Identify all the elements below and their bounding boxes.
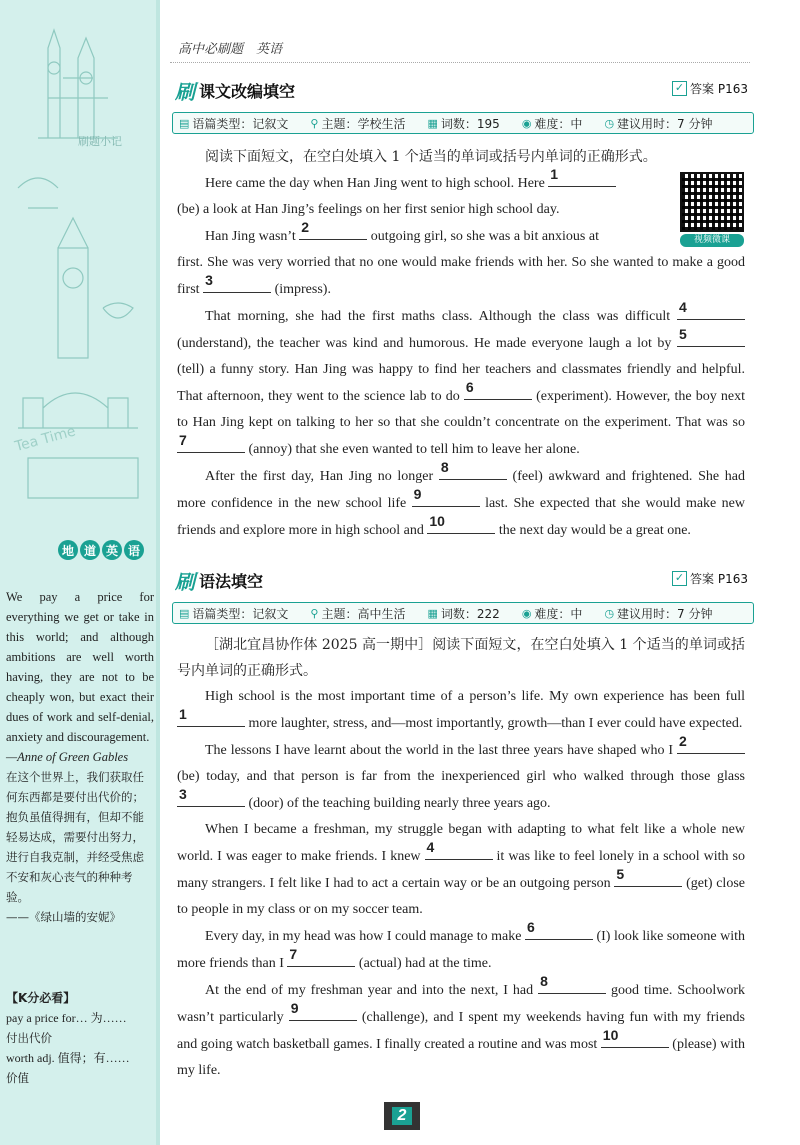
k-box — [6, 988, 154, 1088]
section2-answer[interactable]: ✓ 答案 P163 — [672, 570, 748, 587]
didao-char: 英 — [102, 540, 122, 560]
shua-icon: 刷 — [175, 570, 195, 594]
page-header: 高中必刷题 英语 — [178, 42, 283, 57]
k-line: worth adj. 值得；有…… — [6, 1051, 130, 1065]
k-line: 价值 — [6, 1071, 29, 1085]
sidebar-illustration — [8, 8, 148, 538]
didao-badge — [58, 540, 144, 560]
didao-char: 地 — [58, 540, 78, 560]
quote-zh-source: ——《绿山墙的安妮》 — [6, 910, 121, 924]
check-icon: ✓ — [672, 81, 687, 96]
difficulty-icon: ◉ — [521, 116, 532, 130]
clock-icon: ◷ — [604, 606, 615, 620]
shua-icon: 刷 — [175, 80, 195, 104]
doc-icon: ▤ — [179, 606, 190, 620]
section1-passage: 阅读下面短文，在空白处填入 1 个适当的单词或括号内单词的正确形式。 Here came the day when Han Jing went to high school. Here 1 (be) a look at Han Jing’s feelings on her first senior high school day. Han Jing wasn’t 2 outgoing girl, so she was a bit anxious at first. She was very worried that no one would make friends with her. So she wanted to make a good first 3 (impress). That morning, she had the first maths class. Although the class was difficult 4 (understand), the teacher was kind and humorous. He made everyone laugh a lot by 5 (tell) a funny story. Han Jing was happy to find her teachers and classmates friendly and helpful. That afternoon, they went to the science lab to do 6 (experiment). However, the boy next to Han Jing kept on talking to her so that she couldn’t concentrate on the experiment. That was so 7 (annoy) that she even wanted to tell him to leave her alone. After the first day, Han Jing no longer 8 (feel) awkward and frightened. She had more confidence in the new school life 9 last. She expected that she would make new friends and explore more in high school and 10 the next day would be a great one. — [177, 144, 745, 544]
section1-title: 刷 课文改编填空 — [175, 76, 295, 105]
quote-zh: 在这个世界上，我们获取任何东西都是要付出代价的；抱负虽值得拥有，但却不能轻易达成，需要付出努力，进行自我克制，并经受焦虑不安和灰心丧气的种种考验。 — [6, 770, 144, 904]
search-icon: ⚲ — [310, 116, 319, 130]
didao-char: 道 — [80, 540, 100, 560]
k-title: 【K分必看】 — [6, 991, 76, 1005]
section1-infobar: ▤ 语篇类型：记叙文 ⚲ 主题：学校生活 ▦ 词数：195 ◉ 难度：中 ◷ 建议用时：7 分钟 — [172, 112, 754, 134]
count-icon: ▦ — [427, 606, 438, 620]
section1-instruction: 阅读下面短文，在空白处填入 1 个适当的单词或括号内单词的正确形式。 — [205, 149, 657, 165]
quote-en: We pay a price for everything we get or take in this world; and although ambitions are well worth having, they are not to be cheaply won, but exact their dues of work and self-denial, anxiety and discouragement. — [6, 590, 154, 744]
section1-answer[interactable]: ✓ 答案 P163 — [672, 80, 748, 97]
search-icon: ⚲ — [310, 606, 319, 620]
clock-icon: ◷ — [604, 116, 615, 130]
section2-infobar: ▤ 语篇类型：记叙文 ⚲ 主题：高中生活 ▦ 词数：222 ◉ 难度：中 ◷ 建议用时：7 分钟 — [172, 602, 754, 624]
header-divider — [170, 62, 750, 63]
sidebar-note: 刷题小记 — [78, 136, 122, 148]
section2-passage: ［湖北宜昌协作体 2025 高一期中］阅读下面短文，在空白处填入 1 个适当的单词或括号内单词的正确形式。 High school is the most important time of a person’s life. My own experience has been full 1 more laughter, stress, and—most importantly, growth—than I ever could have expected. The lessons I have learnt about the world in the last three years have shaped who I 2 (be) today, and that person is far from the inexperienced girl who walked through those glass 3 (door) of the teaching building nearly three years ago. When I became a freshman, my struggle began with adapting to what felt like a whole new world. I was eager to make friends. I knew 4 it was like to feel lonely in a school with so many strangers. I felt like I had to act a certain way or be an outgoing person 5 (get) close to people in my class or on my soccer team. Every day, in my head was how I could manage to make 6 (I) look like someone with more friends than I 7 (actual) had at the time. At the end of my freshman year and into the next, I had 8 good time. Schoolwork wasn’t particularly 9 (challenge), and I spent my weekends having fun with my friends and going watch basketball games. I finally created a routine and was most 10 (please) with my life. — [177, 632, 745, 1084]
check-icon: ✓ — [672, 571, 687, 586]
k-line: 付出代价 — [6, 1031, 52, 1045]
video-label: 视频微课 — [680, 234, 744, 247]
section2-title: 刷 语法填空 — [175, 566, 263, 595]
count-icon: ▦ — [427, 116, 438, 130]
section2-instruction: ［湖北宜昌协作体 2025 高一期中］阅读下面短文，在空白处填入 1 个适当的单词或括号内单词的正确形式。 — [177, 637, 745, 679]
didao-char: 语 — [124, 540, 144, 560]
sidebar — [0, 0, 160, 1145]
k-line: pay a price for… 为…… — [6, 1011, 127, 1025]
page-number: 2 — [384, 1102, 420, 1130]
doc-icon: ▤ — [179, 116, 190, 130]
sidebar-quote — [6, 587, 154, 927]
difficulty-icon: ◉ — [521, 606, 532, 620]
quote-source: —Anne of Green Gables — [6, 750, 129, 764]
svg-text:Tea Time: Tea Time — [13, 423, 78, 455]
